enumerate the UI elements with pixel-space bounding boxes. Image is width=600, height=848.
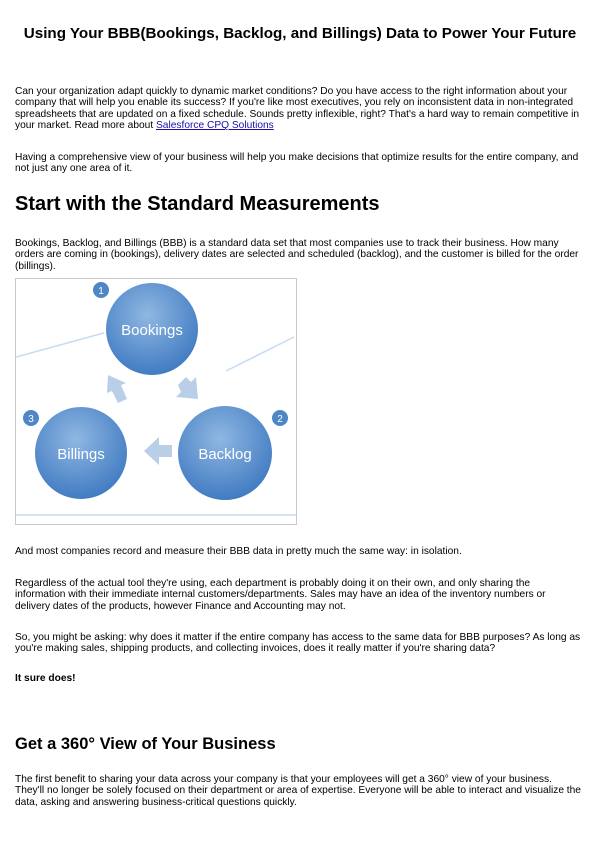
decor-line	[16, 331, 111, 357]
intro-paragraph	[15, 86, 583, 132]
section-heading-360-view: Get a 360° View of Your Business	[15, 735, 276, 753]
badge-1-number: 1	[98, 286, 104, 297]
badge-3-number: 3	[28, 414, 34, 425]
comprehensive-view-paragraph: Having a comprehensive view of your business will help you make decisions that optimize results for the entire company, and not just any one area of it.	[15, 152, 579, 175]
departments-paragraph: Regardless of the actual tool they're using, each department is probably doing it on their own, and only sharing the information with their immediate internal customers/departments. Sales may have an idea of the inventory numbers or delivery dates of the products, however Finance and Accounting may not.	[15, 578, 546, 612]
why-matters-paragraph: So, you might be asking: why does it matter if the entire company has access to the same data for BBB purposes? As long as you're making sales, shipping products, and collecting invoices, does it really matter if you're sharing data?	[15, 632, 581, 655]
bookings-label: Bookings	[121, 322, 183, 339]
bookings-node	[92, 281, 199, 376]
emphasis-text: It sure does!	[15, 673, 76, 684]
arrow-billings-to-bookings	[107, 375, 127, 403]
arrow-backlog-to-billings	[144, 437, 172, 465]
arrow-bookings-to-backlog	[176, 377, 198, 399]
billings-node	[22, 406, 128, 500]
salesforce-cpq-link[interactable]: Salesforce CPQ Solutions	[156, 120, 274, 132]
section-heading-standard-measurements: Start with the Standard Measurements	[15, 193, 380, 215]
360-view-paragraph: The first benefit to sharing your data across your company is that your employees will get a 360° view of your business. They'll no longer be solely focused on their department or area of expertise. Everyone will be able to interact and visualize the data, asking and answering business-critical questions quickly.	[15, 774, 581, 808]
badge-2-number: 2	[277, 414, 283, 425]
isolation-paragraph: And most companies record and measure their BBB data in pretty much the same way: in isolation.	[15, 546, 462, 557]
bbb-cycle-diagram	[15, 278, 297, 525]
intro-text: Can your organization adapt quickly to dynamic market conditions? Do you have access to the right information about your company that will help you enable its success? If you're like most executives, you rely on inconsistent data in non-integrated spreadsheets that are updated on a fixed schedule. Sounds pretty inflexible, right? That's a hard way to remain competitive in your market. Read more about	[15, 86, 580, 132]
document-title: Using Your BBB(Bookings, Backlog, and Billings) Data to Power Your Future	[23, 25, 577, 42]
billings-label: Billings	[57, 446, 105, 463]
decor-line	[226, 337, 294, 371]
backlog-node	[177, 405, 289, 501]
backlog-label: Backlog	[198, 446, 252, 463]
bbb-definition-paragraph: Bookings, Backlog, and Billings (BBB) is a standard data set that most companies use to track their business. How many orders are coming in (bookings), delivery dates are selected and scheduled (backlog), and the customer is billed for the order (billings).	[15, 238, 579, 272]
